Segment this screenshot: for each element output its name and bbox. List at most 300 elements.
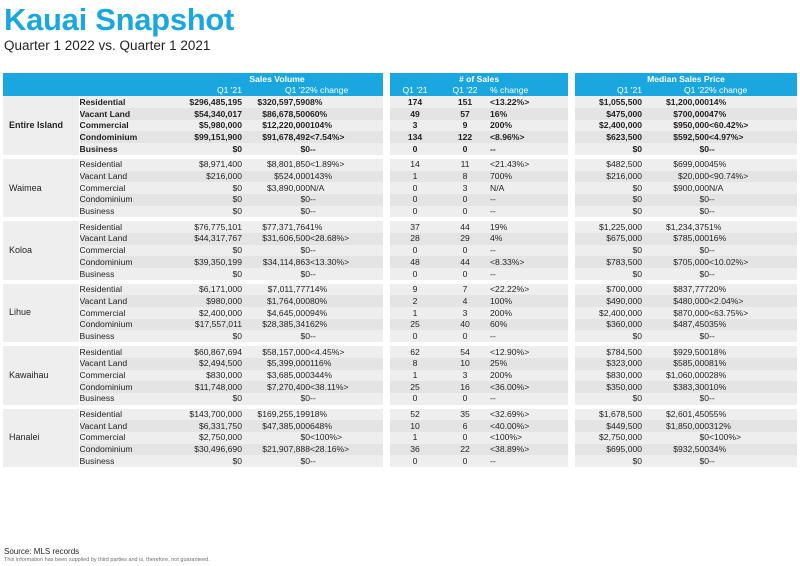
table-cell: --	[490, 245, 568, 257]
table-cell: 62%	[310, 319, 383, 331]
col-volume-q1-22: Q1 '22	[242, 85, 310, 97]
table-cell: $0	[575, 268, 642, 280]
property-type: Residential	[79, 284, 171, 296]
table-cell: $0	[642, 330, 709, 342]
table-row	[3, 120, 797, 132]
table-cell: 10	[440, 358, 490, 370]
table-cell: $30,496,690	[171, 444, 242, 456]
property-type: Residential	[79, 96, 171, 108]
table-cell: $99,151,900	[171, 131, 242, 143]
property-type: Condominium	[79, 444, 171, 456]
table-cell: $0	[242, 432, 310, 444]
col-price-q1-22: Q1 '22	[642, 85, 709, 97]
table-cell: 200%	[490, 120, 568, 132]
table-cell: 8%	[310, 96, 383, 108]
table-cell: $91,678,492	[242, 131, 310, 143]
table-cell: $830,000	[575, 370, 642, 382]
table-cell: $784,500	[575, 346, 642, 358]
table-cell: $0	[171, 245, 242, 257]
table-cell: 29	[440, 233, 490, 245]
table-cell: <28.16%>	[310, 444, 383, 456]
table-row	[3, 131, 797, 143]
table-cell: $699,000	[642, 159, 709, 171]
table-cell: <8.96%>	[490, 131, 568, 143]
table-cell: $623,500	[575, 131, 642, 143]
table-cell: $0	[242, 206, 310, 218]
table-cell: 10	[390, 420, 440, 432]
table-body	[3, 96, 797, 467]
table-cell: <32.69%>	[490, 409, 568, 421]
table-cell: 143%	[310, 171, 383, 183]
property-type: Vacant Land	[79, 358, 171, 370]
property-type: Vacant Land	[79, 295, 171, 307]
table-cell: $592,500	[642, 131, 709, 143]
table-cell: 1	[390, 307, 440, 319]
table-cell: $6,171,000	[171, 284, 242, 296]
table-cell: 0	[390, 268, 440, 280]
table-cell: $28,385,341	[242, 319, 310, 331]
table-cell: N/A	[490, 182, 568, 194]
table-cell: 200%	[490, 307, 568, 319]
table-cell: $216,000	[171, 171, 242, 183]
table-cell: $58,157,000	[242, 346, 310, 358]
table-cell: <40.00%>	[490, 420, 568, 432]
property-type: Business	[79, 393, 171, 405]
property-type: Condominium	[79, 319, 171, 331]
table-cell: --	[709, 143, 797, 155]
table-cell: $0	[642, 432, 709, 444]
table-cell: $0	[642, 143, 709, 155]
table-cell: --	[709, 330, 797, 342]
table-cell: $449,500	[575, 420, 642, 432]
table-cell: --	[709, 245, 797, 257]
table-cell: $1,225,000	[575, 221, 642, 233]
table-cell: 3	[440, 182, 490, 194]
table-cell: <7.54%>	[310, 131, 383, 143]
table-cell: $705,000	[642, 256, 709, 268]
table-cell: $44,317,767	[171, 233, 242, 245]
table-row	[3, 381, 797, 393]
property-type: Residential	[79, 221, 171, 233]
table-cell: $0	[242, 455, 310, 467]
table-cell: $0	[642, 245, 709, 257]
property-type: Vacant Land	[79, 108, 171, 120]
page-title: Kauai Snapshot	[4, 2, 235, 37]
table-cell: 116%	[310, 358, 383, 370]
table-cell: $39,350,199	[171, 256, 242, 268]
table-cell: 174	[390, 96, 440, 108]
table-cell: $4,645,000	[242, 307, 310, 319]
table-cell: 20%	[709, 284, 797, 296]
table-cell: 14	[390, 159, 440, 171]
table-cell: $17,557,011	[171, 319, 242, 331]
table-cell: 1%	[709, 221, 797, 233]
table-cell: 0	[390, 206, 440, 218]
table-cell: $932,500	[642, 444, 709, 456]
property-type: Residential	[79, 159, 171, 171]
table-cell: --	[490, 455, 568, 467]
table-cell: $5,399,000	[242, 358, 310, 370]
table-cell: $482,500	[575, 159, 642, 171]
table-cell: 0	[440, 194, 490, 206]
table-cell: 0	[440, 245, 490, 257]
table-cell: $1,764,000	[242, 295, 310, 307]
table-cell: $3,890,000	[242, 182, 310, 194]
table-cell: $323,000	[575, 358, 642, 370]
table-cell: $1,234,375	[642, 221, 709, 233]
table-cell: $1,850,000	[642, 420, 709, 432]
property-type: Business	[79, 206, 171, 218]
table-cell: 28%	[709, 370, 797, 382]
col-sales-q1-22: Q1 '22	[440, 85, 490, 97]
table-cell: $47,385,000	[242, 420, 310, 432]
table-cell: 47%	[709, 108, 797, 120]
property-type: Residential	[79, 409, 171, 421]
table-cell: <10.02%>	[709, 256, 797, 268]
table-cell: 1%	[310, 221, 383, 233]
table-cell: <4.97%>	[709, 131, 797, 143]
table-row	[3, 370, 797, 382]
property-type: Condominium	[79, 381, 171, 393]
table-cell: 22	[440, 444, 490, 456]
table-cell: $76,775,101	[171, 221, 242, 233]
table-cell: 1	[390, 171, 440, 183]
table-row	[3, 284, 797, 296]
table-cell: $980,000	[171, 295, 242, 307]
table-cell: $900,000	[642, 182, 709, 194]
table-cell: 52	[390, 409, 440, 421]
property-type: Vacant Land	[79, 233, 171, 245]
table-row	[3, 194, 797, 206]
table-cell: --	[310, 206, 383, 218]
table-cell: $0	[575, 206, 642, 218]
table-cell: 122	[440, 131, 490, 143]
col-price-pct: % change	[709, 85, 797, 97]
property-type: Business	[79, 143, 171, 155]
table-cell: 6	[440, 420, 490, 432]
table-cell: 36	[390, 444, 440, 456]
table-cell: $585,000	[642, 358, 709, 370]
snapshot-table	[3, 73, 797, 467]
table-cell: $0	[575, 455, 642, 467]
table-cell: 0	[390, 393, 440, 405]
table-cell: 3	[390, 120, 440, 132]
table-cell: 3	[440, 370, 490, 382]
table-cell: 45%	[709, 159, 797, 171]
table-cell: $0	[642, 206, 709, 218]
table-cell: 0	[390, 143, 440, 155]
table-cell: 62	[390, 346, 440, 358]
table-cell: $0	[171, 393, 242, 405]
table-cell: 14%	[709, 96, 797, 108]
header-blank	[3, 73, 171, 85]
table-cell: $2,400,000	[575, 120, 642, 132]
table-cell: <12.90%>	[490, 346, 568, 358]
table-cell: --	[709, 393, 797, 405]
disclaimer-note: This information has been supplied by third parties and is, therefore, not guaranteed.	[4, 557, 210, 563]
table-row	[3, 346, 797, 358]
property-type: Vacant Land	[79, 420, 171, 432]
table-cell: $870,000	[642, 307, 709, 319]
table-cell: 134	[390, 131, 440, 143]
table-cell: <100%>	[310, 432, 383, 444]
table-cell: 60%	[490, 319, 568, 331]
table-cell: 9	[390, 284, 440, 296]
table-cell: N/A	[709, 182, 797, 194]
table-cell: <22.22%>	[490, 284, 568, 296]
table-cell: 1	[390, 370, 440, 382]
table-cell: $1,678,500	[575, 409, 642, 421]
region-label: Koloa	[3, 221, 79, 279]
table-row	[3, 319, 797, 331]
table-cell: <90.74%>	[709, 171, 797, 183]
table-cell: <60.42%>	[709, 120, 797, 132]
table-cell: $2,750,000	[575, 432, 642, 444]
table-row	[3, 233, 797, 245]
table-cell: $0	[242, 393, 310, 405]
table-cell: 49	[390, 108, 440, 120]
table-cell: --	[490, 268, 568, 280]
table-row	[3, 221, 797, 233]
table-row	[3, 409, 797, 421]
table-cell: 200%	[490, 370, 568, 382]
table-row	[3, 159, 797, 171]
table-cell: $490,000	[575, 295, 642, 307]
table-cell: 44	[440, 221, 490, 233]
table-cell: $0	[171, 455, 242, 467]
table-cell: $700,000	[575, 284, 642, 296]
table-cell: 4	[440, 295, 490, 307]
table-cell: 7	[440, 284, 490, 296]
table-cell: <8.33%>	[490, 256, 568, 268]
property-type: Commercial	[79, 307, 171, 319]
table-cell: 18%	[709, 346, 797, 358]
table-row	[3, 358, 797, 370]
table-cell: $169,255,199	[242, 409, 310, 421]
table-cell: $0	[171, 182, 242, 194]
table-row	[3, 182, 797, 194]
table-cell: 25	[390, 381, 440, 393]
group-median-price: Median Sales Price	[575, 73, 797, 85]
table-cell: $0	[642, 455, 709, 467]
property-type: Condominium	[79, 131, 171, 143]
property-type: Business	[79, 268, 171, 280]
table-cell: 34%	[709, 444, 797, 456]
table-cell: $360,000	[575, 319, 642, 331]
table-cell: 0	[390, 182, 440, 194]
table-cell: $0	[575, 143, 642, 155]
table-row	[3, 307, 797, 319]
table-row	[3, 455, 797, 467]
table-cell: --	[310, 455, 383, 467]
table-cell: 40	[440, 319, 490, 331]
table-cell: $0	[171, 206, 242, 218]
table-cell: --	[709, 268, 797, 280]
table-cell: $54,340,017	[171, 108, 242, 120]
table-cell: 25	[390, 319, 440, 331]
table-cell: --	[709, 455, 797, 467]
table-cell: --	[490, 143, 568, 155]
table-cell: 0	[440, 143, 490, 155]
table-cell: <100%>	[490, 432, 568, 444]
table-cell: $3,685,000	[242, 370, 310, 382]
table-cell: <13.22%>	[490, 96, 568, 108]
col-volume-pct: % change	[310, 85, 383, 97]
table-cell: <1.89%>	[310, 159, 383, 171]
col-sales-q1-21: Q1 '21	[390, 85, 440, 97]
table-cell: 8	[390, 358, 440, 370]
table-cell: $675,000	[575, 233, 642, 245]
table-cell: <63.75%>	[709, 307, 797, 319]
table-cell: 0	[390, 330, 440, 342]
table-cell: $0	[575, 245, 642, 257]
table-cell: $0	[642, 194, 709, 206]
table-cell: 25%	[490, 358, 568, 370]
table-cell: $1,200,000	[642, 96, 709, 108]
region-label: Lihue	[3, 284, 79, 342]
table-cell: $785,000	[642, 233, 709, 245]
table-cell: --	[310, 330, 383, 342]
table-cell: 60%	[310, 108, 383, 120]
table-cell: --	[709, 206, 797, 218]
table-cell: 0	[390, 194, 440, 206]
table-cell: 8	[440, 171, 490, 183]
table-cell: 35	[440, 409, 490, 421]
table-row	[3, 245, 797, 257]
property-type: Commercial	[79, 245, 171, 257]
table-cell: $8,971,400	[171, 159, 242, 171]
table-cell: $7,270,400	[242, 381, 310, 393]
property-type: Business	[79, 330, 171, 342]
col-volume-q1-21: Q1 '21	[171, 85, 242, 97]
property-type: Condominium	[79, 256, 171, 268]
table-cell: 648%	[310, 420, 383, 432]
table-cell: --	[310, 143, 383, 155]
group-header-row	[3, 73, 797, 85]
table-cell: 344%	[310, 370, 383, 382]
table-cell: --	[310, 245, 383, 257]
table-cell: <38.11%>	[310, 381, 383, 393]
table-cell: <38.89%>	[490, 444, 568, 456]
table-cell: 80%	[310, 295, 383, 307]
table-cell: $11,748,000	[171, 381, 242, 393]
table-cell: --	[310, 268, 383, 280]
table-cell: 0	[390, 455, 440, 467]
property-type: Commercial	[79, 370, 171, 382]
table-cell: $0	[575, 182, 642, 194]
table-cell: $77,371,764	[242, 221, 310, 233]
group-num-sales: # of Sales	[390, 73, 568, 85]
table-cell: $475,000	[575, 108, 642, 120]
table-cell: 0	[390, 245, 440, 257]
table-cell: 57	[440, 108, 490, 120]
table-cell: $2,400,000	[575, 307, 642, 319]
table-cell: $0	[171, 268, 242, 280]
table-cell: $216,000	[575, 171, 642, 183]
table-cell: <2.04%>	[709, 295, 797, 307]
table-cell: 10%	[709, 381, 797, 393]
property-type: Residential	[79, 346, 171, 358]
table-cell: 14%	[310, 284, 383, 296]
table-cell: $487,450	[642, 319, 709, 331]
source-note: Source: MLS records	[4, 547, 80, 556]
table-cell: 151	[440, 96, 490, 108]
table-cell: $34,114,863	[242, 256, 310, 268]
table-cell: $143,700,000	[171, 409, 242, 421]
table-cell: 18%	[310, 409, 383, 421]
table-cell: $0	[171, 194, 242, 206]
table-cell: $6,331,750	[171, 420, 242, 432]
table-cell: --	[310, 393, 383, 405]
table-cell: $0	[642, 393, 709, 405]
table-cell: $350,000	[575, 381, 642, 393]
table-cell: 16	[440, 381, 490, 393]
table-cell: <36.00%>	[490, 381, 568, 393]
table-cell: <4.45%>	[310, 346, 383, 358]
table-cell: 81%	[709, 358, 797, 370]
table-cell: 1	[390, 432, 440, 444]
table-cell: 0	[440, 206, 490, 218]
table-cell: $31,606,500	[242, 233, 310, 245]
table-row	[3, 108, 797, 120]
table-row	[3, 295, 797, 307]
table-cell: $0	[171, 330, 242, 342]
table-cell: $1,060,000	[642, 370, 709, 382]
table-cell: 44	[440, 256, 490, 268]
table-cell: 0	[440, 393, 490, 405]
table-cell: 37	[390, 221, 440, 233]
col-sales-pct: % change	[490, 85, 568, 97]
group-sales-volume: Sales Volume	[171, 73, 383, 85]
table-row	[3, 432, 797, 444]
table-cell: --	[490, 194, 568, 206]
table-cell: --	[709, 194, 797, 206]
table-cell: $480,000	[642, 295, 709, 307]
table-cell: 0	[440, 455, 490, 467]
table-cell: 11	[440, 159, 490, 171]
table-cell: $2,601,450	[642, 409, 709, 421]
table-cell: 2	[390, 295, 440, 307]
region-label: Waimea	[3, 159, 79, 217]
table-cell: $0	[171, 143, 242, 155]
table-cell: $950,000	[642, 120, 709, 132]
property-type: Commercial	[79, 432, 171, 444]
table-cell: $0	[575, 330, 642, 342]
table-cell: 16%	[709, 233, 797, 245]
table-cell: <100%>	[709, 432, 797, 444]
table-cell: 94%	[310, 307, 383, 319]
table-row	[3, 206, 797, 218]
region-label: Entire Island	[3, 96, 79, 154]
table-cell: 700%	[490, 171, 568, 183]
table-row	[3, 393, 797, 405]
table-cell: 0	[440, 268, 490, 280]
table-cell: $695,000	[575, 444, 642, 456]
table-cell: $21,907,888	[242, 444, 310, 456]
property-type: Condominium	[79, 194, 171, 206]
table-cell: $383,300	[642, 381, 709, 393]
table-row	[3, 171, 797, 183]
table-cell: $783,500	[575, 256, 642, 268]
table-cell: $2,494,500	[171, 358, 242, 370]
table-cell: 0	[440, 330, 490, 342]
table-cell: $0	[242, 143, 310, 155]
col-price-q1-21: Q1 '21	[575, 85, 642, 97]
table-row	[3, 420, 797, 432]
table-cell: $20,000	[642, 171, 709, 183]
table-cell: --	[490, 330, 568, 342]
table-cell: $0	[242, 330, 310, 342]
